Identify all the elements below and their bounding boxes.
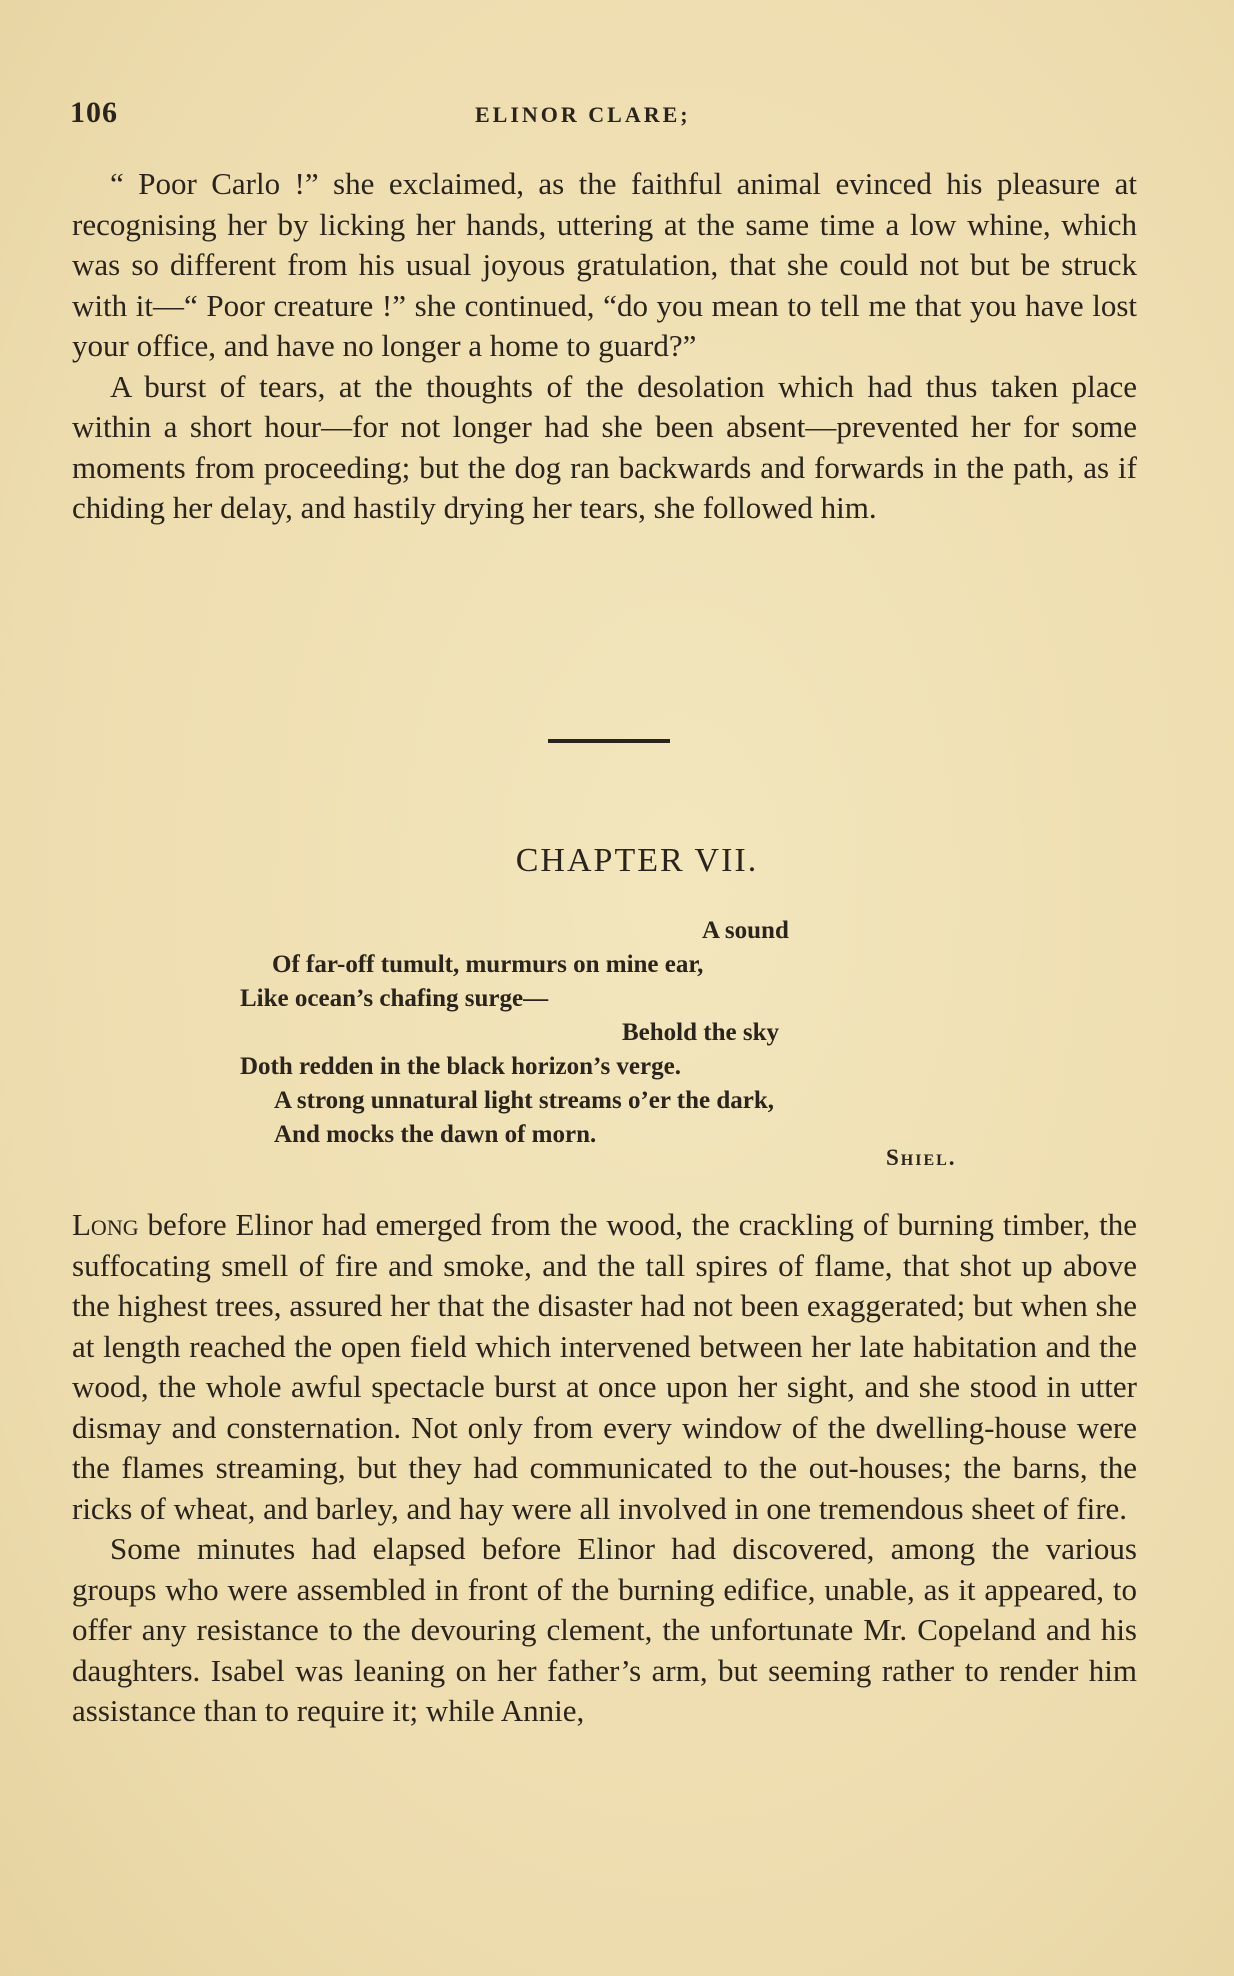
page-number: 106 <box>70 96 118 129</box>
paragraph: A burst of tears, at the thoughts of the desolation which had thus taken place within a short hour—for not longer had she been absent—prevented her for some moments from proceeding; but the dog ran backwards and forwards in the path, as if chiding her delay, and hastily drying her tears, she followed him. <box>72 368 1137 525</box>
epigraph-line: Behold the sky <box>622 1019 779 1046</box>
drop-word: Long <box>72 1207 139 1242</box>
epigraph-line: Like ocean’s chafing surge— <box>240 985 549 1012</box>
running-title: ELINOR CLARE; <box>475 102 691 127</box>
epigraph-attribution: Shiel. <box>886 1145 957 1170</box>
paragraph: Some minutes had elapsed before Elinor had discovered, among the various groups who were assembled in front of the burning edifice, unable, as it appeared, to offer any resistance to the devouring clement, the unfortunate Mr. Copeland and his daughters. Isabel was leaning on her father’s arm, but seeming rather to render him assistance than to require it; while Annie, <box>72 1531 1137 1728</box>
chapter-text-block <box>72 1205 1137 1732</box>
paragraph <box>72 1205 1137 1529</box>
paragraph: “ Poor Carlo !” she exclaimed, as the faithful animal evinced his pleasure at recognising her by licking her hands, uttering at the same time a low whine, which was so different from his usual joyous gratulation, that she could not but be struck with it—“ Poor creature !” she continued, “do you mean to tell me that you have lost your office, and have no longer a home to guard?” <box>72 166 1137 363</box>
chapter-title: CHAPTER VII. <box>515 842 759 879</box>
epigraph-line: And mocks the dawn of morn. <box>274 1121 597 1148</box>
epigraph-line: Of far-off tumult, murmurs on mine ear, <box>272 951 704 978</box>
epigraph <box>240 914 1000 1152</box>
epigraph-line: Doth redden in the black horizon’s verge. <box>240 1053 681 1080</box>
epigraph-line: A sound <box>702 917 789 944</box>
epigraph-line: A strong unnatural light streams o’er the dark, <box>274 1087 775 1114</box>
paragraph-text: before Elinor had emerged from the wood, the crackling of burning timber, the suffocating smell of fire and smoke, and the tall spires of flame, that shot up above the highest trees, assured her that the disaster had not been exaggerated; but when she at length reached the open field which intervened between her late habitation and the wood, the whole awful spectacle burst at once upon her sight, and she stood in utter dismay and consternation. Not only from every window of the dwelling-house were the flames streaming, but they had communicated to the out-houses; the barns, the ricks of wheat, and barley, and hay were all involved in one tremendous sheet of fire. <box>72 1207 1137 1526</box>
page-header <box>70 96 1150 136</box>
top-text-block <box>72 164 1137 529</box>
section-divider <box>548 739 670 743</box>
